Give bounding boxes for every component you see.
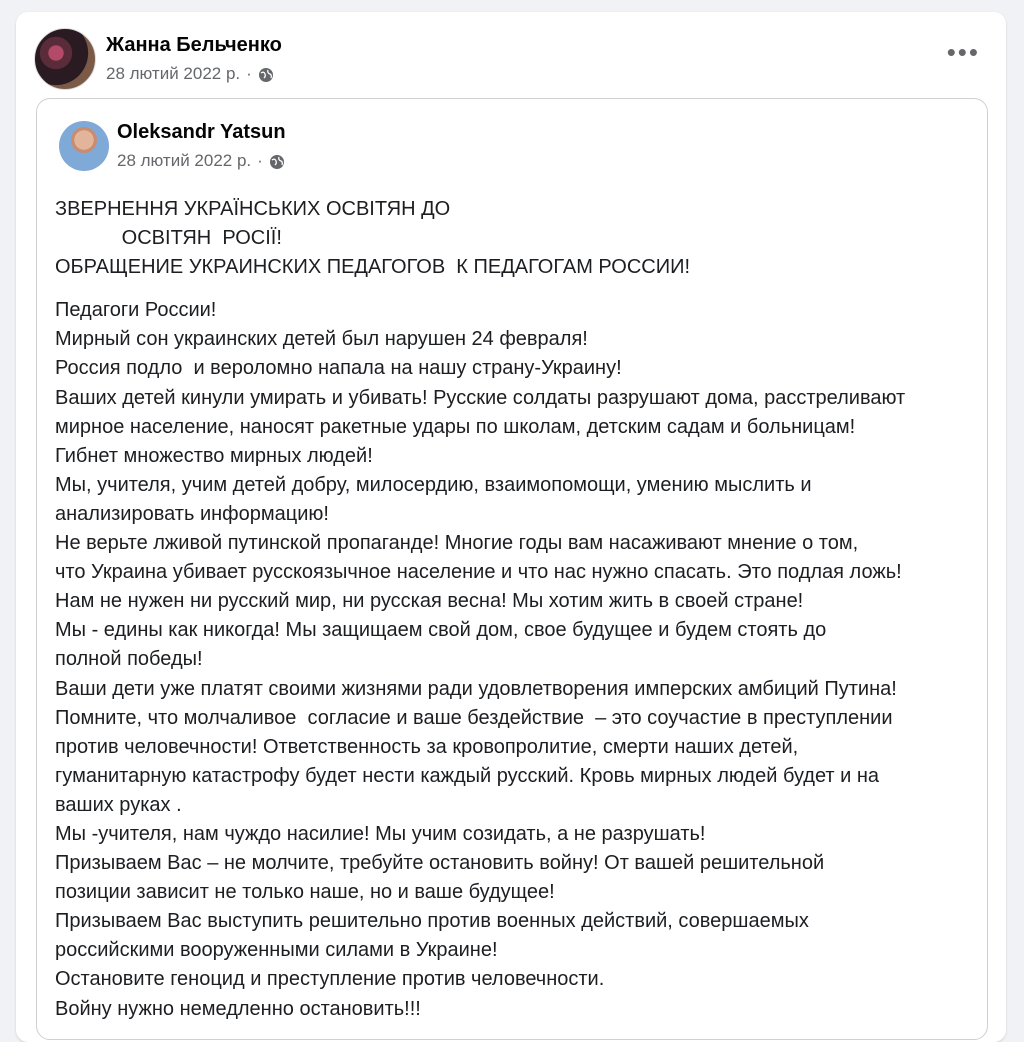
body-line: Мы -учителя, нам чуждо насилие! Мы учим созидать, а не разрушать! bbox=[55, 822, 706, 845]
shared-author-block bbox=[117, 119, 286, 173]
shared-author-avatar[interactable] bbox=[59, 121, 109, 171]
shared-post-header bbox=[59, 119, 286, 173]
post-meta bbox=[106, 62, 282, 86]
body-line: против человечности! Ответственность за кровопролитие, смерти наших детей, bbox=[55, 735, 799, 758]
meta-separator: · bbox=[246, 64, 252, 83]
body-line: мирное население, наносят ракетные удары по школам, детским садам и больницам! bbox=[55, 415, 856, 438]
author-block bbox=[106, 32, 282, 86]
body-line: позиции зависит не только наше, но и ваше будущее! bbox=[55, 881, 555, 904]
body-line: Гибнет множество мирных людей! bbox=[55, 444, 373, 467]
post-header bbox=[34, 28, 282, 90]
shared-post-date[interactable]: 28 лютий 2022 р. bbox=[117, 151, 252, 170]
body-line: Войну нужно немедленно остановить!!! bbox=[55, 997, 421, 1020]
globe-icon[interactable] bbox=[269, 153, 285, 169]
author-avatar[interactable] bbox=[34, 28, 96, 90]
body-line: Мирный сон украинских детей был нарушен 24 февраля! bbox=[55, 328, 588, 351]
body-line: ваших руках . bbox=[55, 793, 182, 816]
body-line: Призываем Вас – не молчите, требуйте остановить войну! От вашей решительной bbox=[55, 852, 825, 875]
body-line: российскими вооруженными силами в Украине! bbox=[55, 939, 498, 962]
shared-post-meta bbox=[117, 149, 286, 173]
globe-icon[interactable] bbox=[258, 66, 274, 82]
body-line: Остановите геноцид и преступление против человечности. bbox=[55, 968, 605, 991]
body-line: гуманитарную катастрофу будет нести каждый русский. Кровь мирных людей будет и на bbox=[55, 764, 880, 787]
body-line: Педагоги России! bbox=[55, 299, 217, 322]
post-text bbox=[55, 195, 975, 1024]
body-line: Не верьте лживой путинской пропаганде! Многие годы вам насаживают мнение о том, bbox=[55, 532, 859, 555]
body-line: Мы, учителя, учим детей добру, милосердию, взаимопомощи, умению мыслить и bbox=[55, 473, 812, 496]
body-line: Россия подло и вероломно напала на нашу страну-Украину! bbox=[55, 357, 622, 380]
body-line: Ваших детей кинули умирать и убивать! Русские солдаты разрушают дома, расстреливают bbox=[55, 386, 906, 409]
author-name[interactable]: Жанна Бельченко bbox=[106, 34, 282, 56]
body-line: что Украина убивает русскоязычное население и что нас нужно спасать. Это подлая ложь! bbox=[55, 561, 902, 584]
title-line: ОСВІТЯН РОСІЇ! bbox=[55, 227, 282, 250]
paragraph-gap bbox=[55, 282, 975, 296]
title-line: ОБРАЩЕНИЕ УКРАИНСКИХ ПЕДАГОГОВ К ПЕДАГОГАМ РОССИИ! bbox=[55, 256, 691, 279]
post-date[interactable]: 28 лютий 2022 р. bbox=[106, 64, 241, 83]
post-card bbox=[16, 12, 1006, 1042]
body-line: Ваши дети уже платят своими жизнями ради удовлетворения имперских амбиций Путина! bbox=[55, 677, 897, 700]
body-line: анализировать информацию! bbox=[55, 502, 329, 525]
body-line: Призываем Вас выступить решительно против военных действий, совершаемых bbox=[55, 910, 809, 933]
shared-post bbox=[36, 98, 988, 1040]
title-line: ЗВЕРНЕННЯ УКРАЇНСЬКИХ ОСВІТЯН ДО bbox=[55, 198, 451, 220]
body-line: Помните, что молчаливое согласие и ваше бездействие – это соучастие в преступлении bbox=[55, 706, 893, 729]
body-line: Нам не нужен ни русский мир, ни русская весна! Мы хотим жить в своей стране! bbox=[55, 590, 804, 613]
meta-separator: · bbox=[257, 151, 263, 170]
body-line: полной победы! bbox=[55, 648, 203, 671]
body-line: Мы - едины как никогда! Мы защищаем свой дом, свое будущее и будем стоять до bbox=[55, 619, 827, 642]
shared-author-name[interactable]: Oleksandr Yatsun bbox=[117, 121, 286, 143]
more-options-icon[interactable]: ••• bbox=[946, 37, 980, 67]
